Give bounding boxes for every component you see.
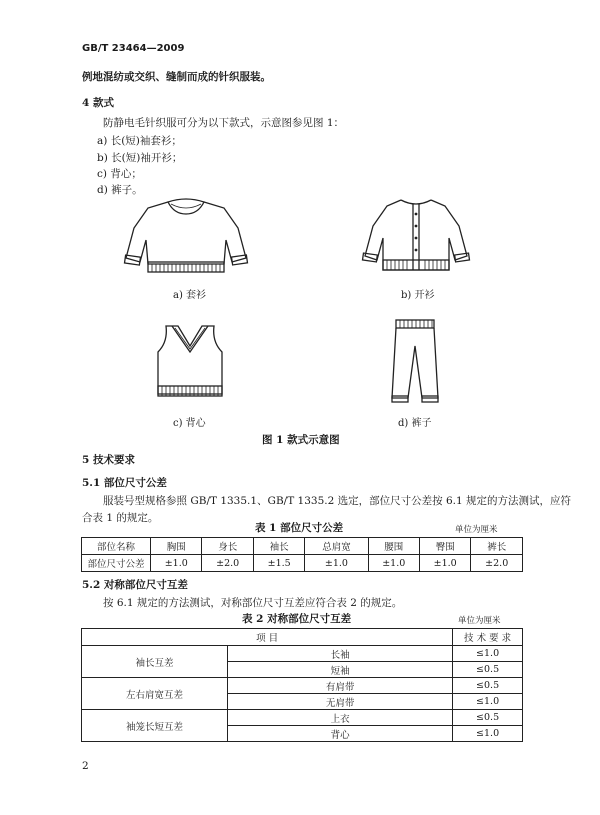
table-1-cell: ±1.5 xyxy=(253,555,304,572)
table-1-header: 裤长 xyxy=(471,538,523,555)
table-2-row-label: 左右肩宽互差 xyxy=(82,678,228,710)
table-1-cell: ±1.0 xyxy=(368,555,419,572)
table-1-header: 臀围 xyxy=(419,538,470,555)
table-2-sub-item: 长袖 xyxy=(228,646,453,662)
section-5-1-paragraph-line2: 合表 1 的规定。 xyxy=(82,512,159,524)
table-2-value: ≤1.0 xyxy=(453,726,523,742)
table-1-header: 身长 xyxy=(202,538,253,555)
table-1-cell: ±2.0 xyxy=(202,555,253,572)
caption-c: c) 背心 xyxy=(173,418,206,429)
table-2-unit: 单位为厘米 xyxy=(458,616,501,626)
table-2-sub-item: 上衣 xyxy=(228,710,453,726)
table-1-title: 表 1 部位尺寸公差 xyxy=(255,522,344,534)
section-5-title: 5 技术要求 xyxy=(82,454,135,466)
page-number: 2 xyxy=(82,760,89,772)
vest-illustration xyxy=(150,322,230,404)
table-1 xyxy=(81,537,523,572)
section-5-2-title: 5.2 对称部位尺寸互差 xyxy=(82,579,188,591)
table-2-sub-item: 背心 xyxy=(228,726,453,742)
section-4-title: 4 款式 xyxy=(82,97,114,109)
caption-b: b) 开衫 xyxy=(401,290,435,301)
cardigan-illustration xyxy=(357,194,475,280)
table-1-cell: ±2.0 xyxy=(471,555,523,572)
intro-line: 例地混纺或交织、缝制而成的针织服装。 xyxy=(82,71,271,83)
table-1-cell: ±1.0 xyxy=(151,555,202,572)
section-5-1-paragraph-line1: 服装号型规格参照 GB/T 1335.1、GB/T 1335.2 选定，部位尺寸公差按 6.1 规定的方法测试，应符 xyxy=(103,495,571,507)
list-item-a: a) 长(短)袖套衫； xyxy=(97,135,182,147)
table-2-title: 表 2 对称部位尺寸互差 xyxy=(242,613,352,625)
table-2-row-label: 袖长互差 xyxy=(82,646,228,678)
trousers-illustration xyxy=(386,316,444,408)
table-2-value: ≤0.5 xyxy=(453,662,523,678)
table-1-header: 部位名称 xyxy=(82,538,151,555)
table-1-header: 袖长 xyxy=(253,538,304,555)
table-2-value: ≤0.5 xyxy=(453,710,523,726)
section-4-paragraph: 防静电毛针织服可分为以下款式，示意图参见图 1： xyxy=(103,117,345,129)
table-2-sub-item: 无肩带 xyxy=(228,694,453,710)
list-item-b: b) 长(短)袖开衫； xyxy=(97,152,183,164)
table-2-header-item: 项 目 xyxy=(82,629,453,646)
table-2-value: ≤0.5 xyxy=(453,678,523,694)
table-2-row-label: 袖笼长短互差 xyxy=(82,710,228,742)
table-2 xyxy=(81,628,523,742)
table-2-header-requirement: 技 术 要 求 xyxy=(453,629,523,646)
section-5-2-paragraph: 按 6.1 规定的方法测试，对称部位尺寸互差应符合表 2 的规定。 xyxy=(103,597,403,609)
caption-d: d) 裤子 xyxy=(398,418,432,429)
table-2-value: ≤1.0 xyxy=(453,694,523,710)
table-1-row-label: 部位尺寸公差 xyxy=(82,555,151,572)
list-item-c: c) 背心； xyxy=(97,168,142,180)
figure-title: 图 1 款式示意图 xyxy=(262,434,340,446)
table-2-value: ≤1.0 xyxy=(453,646,523,662)
table-1-header: 腰围 xyxy=(368,538,419,555)
doc-number: GB/T 23464—2009 xyxy=(82,43,185,54)
caption-a: a) 套衫 xyxy=(173,290,207,301)
table-2-sub-item: 短袖 xyxy=(228,662,453,678)
table-1-unit: 单位为厘米 xyxy=(455,525,498,535)
table-1-cell: ±1.0 xyxy=(305,555,368,572)
table-2-sub-item: 有肩带 xyxy=(228,678,453,694)
table-1-header: 胸围 xyxy=(151,538,202,555)
table-1-header: 总肩宽 xyxy=(305,538,368,555)
pullover-illustration xyxy=(118,194,254,280)
section-5-1-title: 5.1 部位尺寸公差 xyxy=(82,477,167,489)
list-item-d: d) 裤子。 xyxy=(97,184,143,196)
table-1-cell: ±1.0 xyxy=(419,555,470,572)
